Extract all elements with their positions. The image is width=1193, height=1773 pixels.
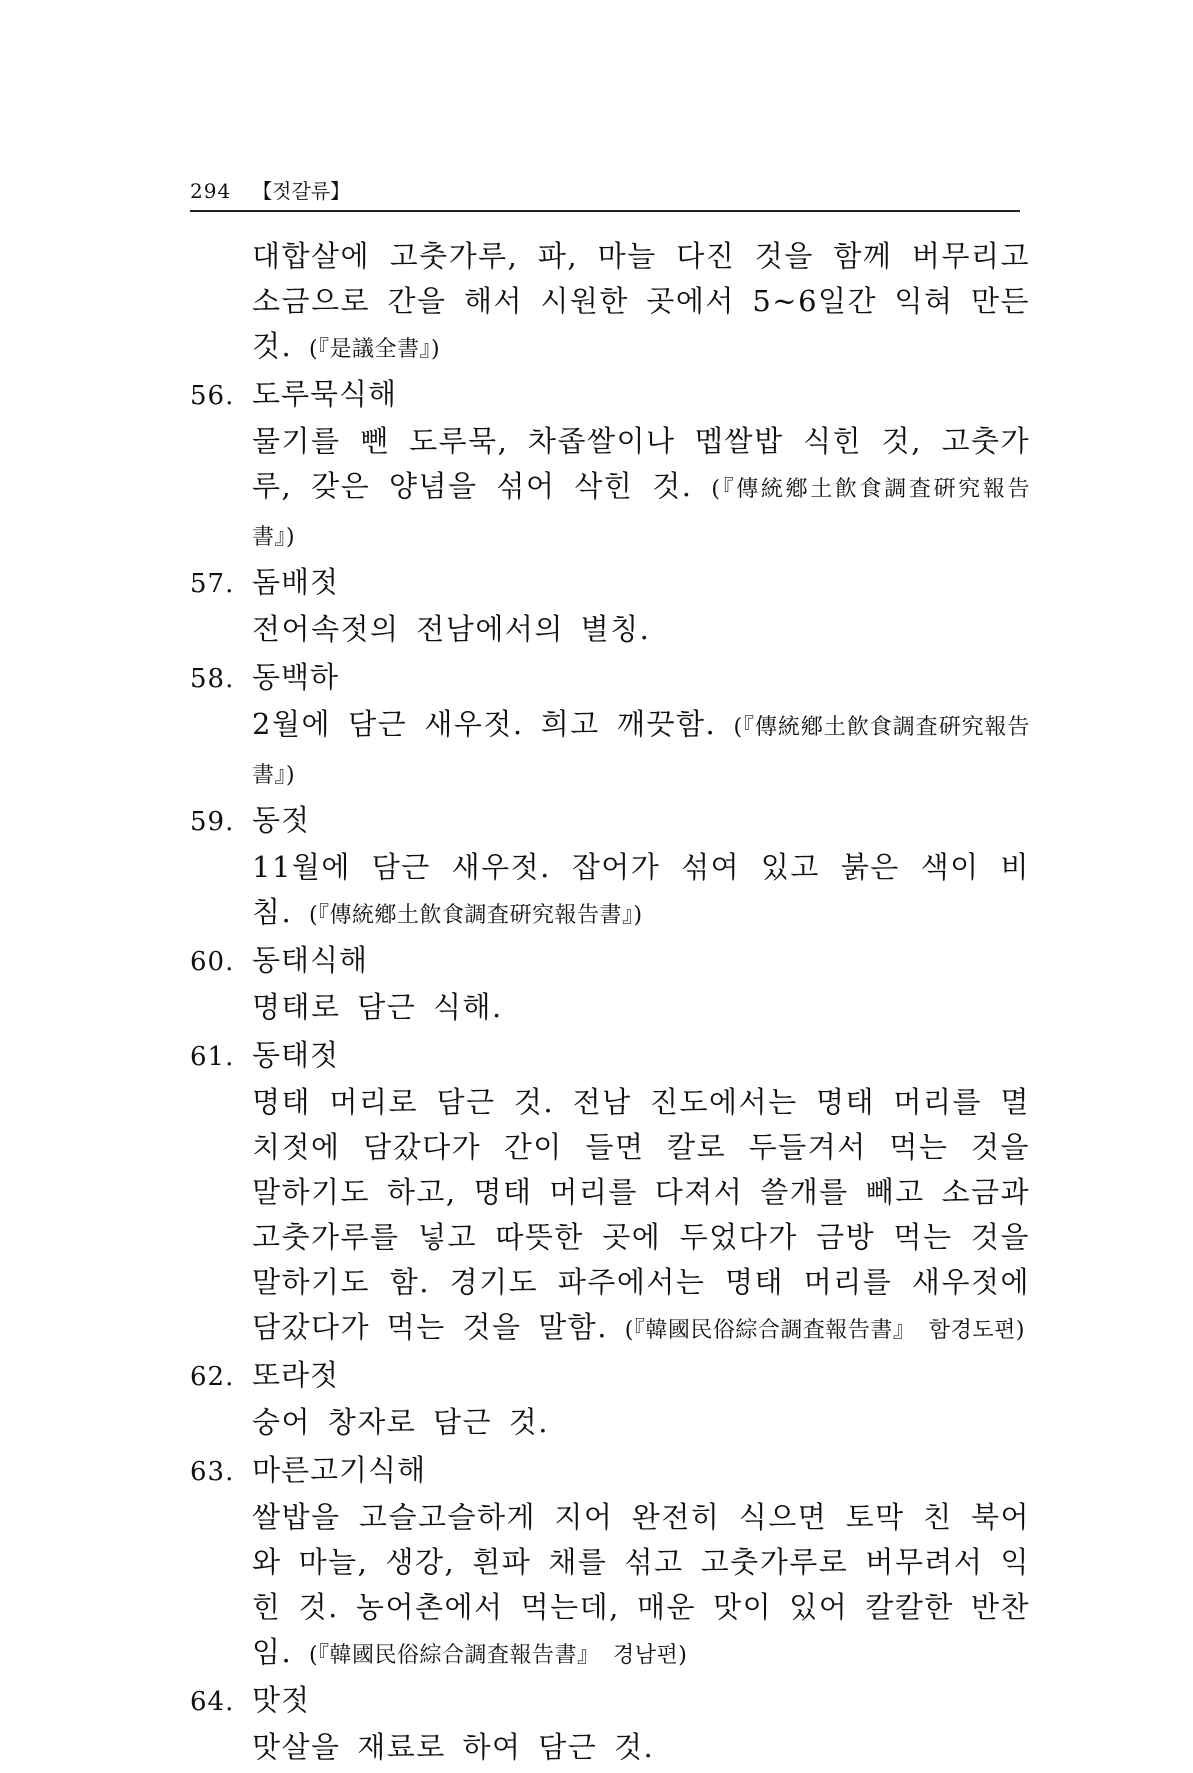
entry-text: 명태 머리로 담근 것. 전남 진도에서는 명태 머리를 멸치젓에 담갔다가 간이 들면 칼로 두들겨서 먹는 것을 말하기도 하고, 명태 머리를 다져서 쓸개를 빼고 소금과 고춧가루를 넣고 따뜻한 곳에 두었다가 금방 먹는 것을 말하기도 함. 경기도 파주에서는 명태 머리를 새우젓에 담갔다가 먹는 것을 말함. bbox=[252, 1085, 1030, 1344]
lead-text: 대합살에 고춧가루, 파, 마늘 다진 것을 함께 버무리고 소금으로 간을 해서 시원한 곳에서 5~6일간 익혀 만든 것. bbox=[252, 239, 1030, 363]
entry-citation: (『傳統鄕土飮食調査硏究報告書』) bbox=[308, 903, 643, 928]
entry-58-description bbox=[252, 702, 1030, 798]
entry-57-title bbox=[190, 560, 1030, 607]
entry-number: 59. bbox=[190, 807, 235, 837]
entry-57-description bbox=[252, 607, 1030, 655]
entry-number: 60. bbox=[190, 947, 235, 977]
entry-59-description bbox=[252, 845, 1030, 938]
entry-text: 숭어 창자로 담근 것. bbox=[252, 1405, 549, 1439]
entry-64-title bbox=[190, 1678, 1030, 1725]
entry-60-description bbox=[252, 985, 1030, 1033]
entry-text: 맛살을 재료로 하여 담근 것. bbox=[252, 1730, 655, 1764]
entry-text: 11월에 담근 새우젓. 잡어가 섞여 있고 붉은 색이 비침. bbox=[252, 850, 1030, 929]
entry-56-title bbox=[190, 372, 1030, 419]
entry-63-description bbox=[252, 1495, 1030, 1678]
entry-text: 전어속젓의 전남에서의 별칭. bbox=[252, 612, 651, 646]
entry-citation: (『傳統鄕土飮食調査硏究報告書』) bbox=[252, 477, 1030, 550]
entry-number: 57. bbox=[190, 569, 235, 599]
entry-56-description bbox=[252, 419, 1030, 560]
entry-number: 58. bbox=[190, 664, 235, 694]
entry-citation: (『韓國民俗綜合調査報告書』 함경도편) bbox=[624, 1318, 1025, 1343]
entry-62-title bbox=[190, 1353, 1030, 1400]
lead-paragraph bbox=[252, 234, 1030, 372]
running-header bbox=[190, 176, 1020, 212]
entry-number: 63. bbox=[190, 1457, 235, 1487]
entry-58-title bbox=[190, 655, 1030, 702]
entry-term: 또라젓 bbox=[252, 1358, 340, 1392]
entry-term: 도루묵식해 bbox=[252, 377, 398, 411]
entry-number: 64. bbox=[190, 1687, 235, 1717]
entry-term: 돔배젓 bbox=[252, 565, 340, 599]
entry-text: 쌀밥을 고슬고슬하게 지어 완전히 식으면 토막 친 북어와 마늘, 생강, 흰파 채를 섞고 고춧가루로 버무려서 익힌 것. 농어촌에서 먹는데, 매운 맛이 있어 칼칼한 반찬임. bbox=[252, 1500, 1030, 1669]
entry-number: 61. bbox=[190, 1042, 235, 1072]
entry-term: 동젓 bbox=[252, 803, 311, 837]
entry-60-title bbox=[190, 938, 1030, 985]
page-number: 294 bbox=[190, 179, 232, 203]
entry-term: 동백하 bbox=[252, 660, 340, 694]
entry-citation: (『傳統鄕土飮食調査硏究報告書』) bbox=[252, 715, 1030, 788]
entry-text: 물기를 뺀 도루묵, 차좁쌀이나 멥쌀밥 식힌 것, 고춧가루, 갖은 양념을 섞어 삭힌 것. bbox=[252, 424, 1030, 503]
entry-64-description bbox=[252, 1725, 1030, 1773]
entry-citation: (『韓國民俗綜合調査報告書』 경남편) bbox=[308, 1643, 688, 1668]
entry-text: 2월에 담근 새우젓. 희고 깨끗함. bbox=[252, 707, 734, 741]
entry-62-description bbox=[252, 1400, 1030, 1448]
entry-59-title bbox=[190, 798, 1030, 845]
entry-term: 맛젓 bbox=[252, 1683, 311, 1717]
entry-number: 62. bbox=[190, 1362, 235, 1392]
page-body bbox=[190, 234, 1030, 1773]
entry-63-title bbox=[190, 1448, 1030, 1495]
section-title: 【젓갈류】 bbox=[252, 179, 351, 203]
entry-61-description bbox=[252, 1080, 1030, 1353]
entry-61-title bbox=[190, 1033, 1030, 1080]
lead-citation: (『是議全書』) bbox=[308, 337, 441, 362]
entry-term: 마른고기식해 bbox=[252, 1453, 427, 1487]
entry-term: 동태젓 bbox=[252, 1038, 340, 1072]
entry-text: 명태로 담근 식해. bbox=[252, 990, 503, 1024]
entry-number: 56. bbox=[190, 381, 235, 411]
entry-term: 동태식해 bbox=[252, 943, 369, 977]
